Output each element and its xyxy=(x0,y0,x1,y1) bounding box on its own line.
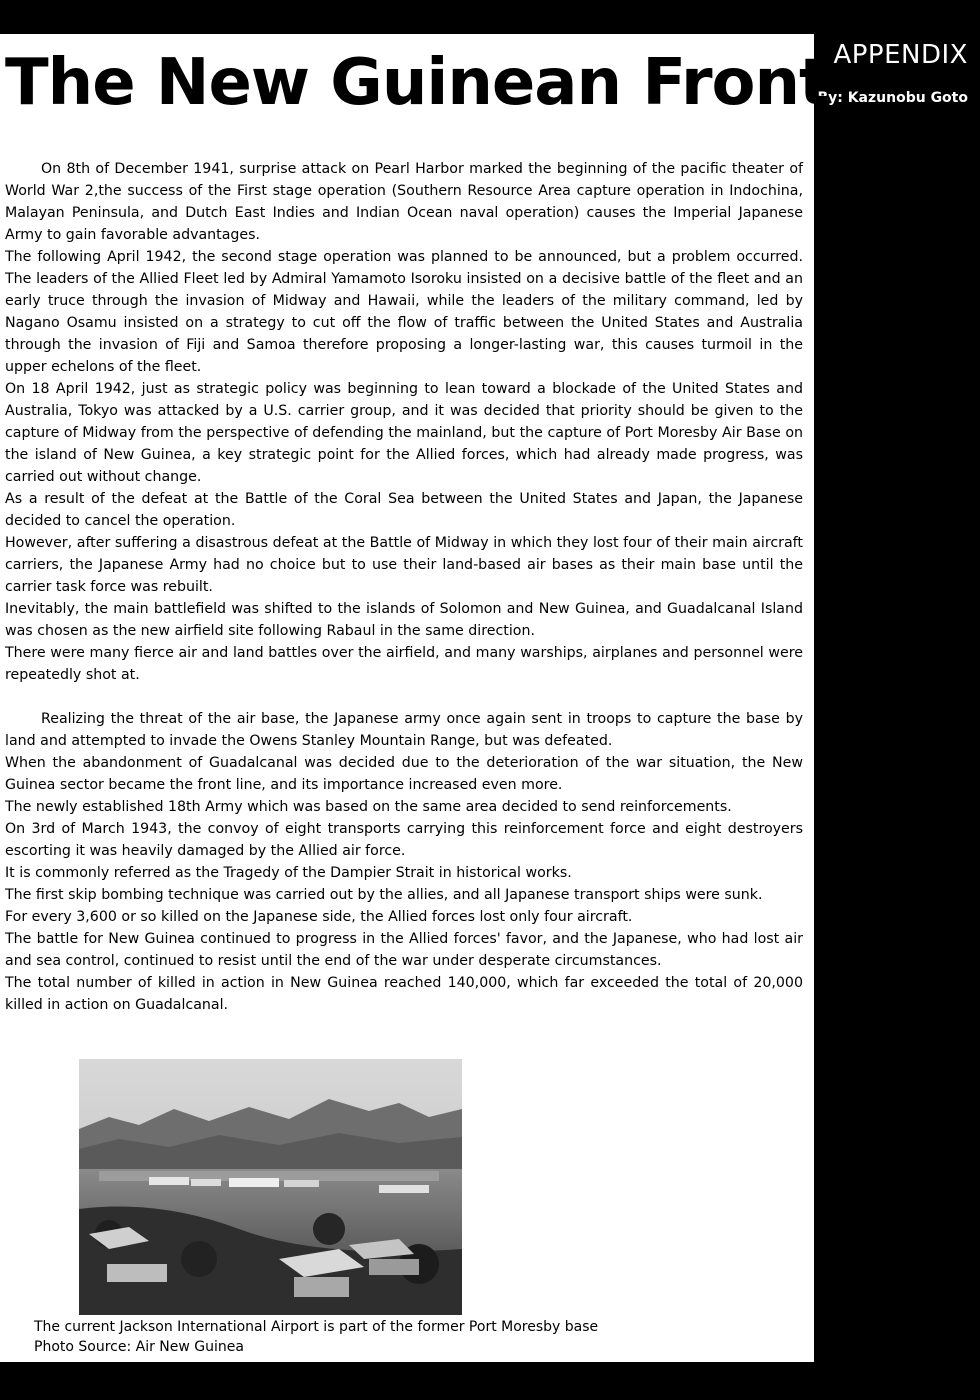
author-byline: By: Kazunobu Goto xyxy=(817,90,968,106)
photo-caption xyxy=(34,1317,598,1357)
paragraph: However, after suffering a disastrous defeat at the Battle of Midway in which they lost four of their main aircraft carriers, the Japanese Army had no choice but to use their land-based air bases as their main base until the carrier task force was rebuilt. xyxy=(5,535,803,595)
article-body xyxy=(5,158,803,1016)
paragraph: The following April 1942, the second stage operation was planned to be announced, but a problem occurred. The leaders of the Allied Fleet led by Admiral Yamamoto Isoroku insisted on a decisive battle of the fleet and an early truce through the invasion of Midway and Hawaii, while the leaders of the military command, led by Nagano Osamu insisted on a strategy to cut off the flow of traffic between the United States and Australia through the invasion of Fiji and Samoa therefore proposing a longer-lasting war, this causes turmoil in the upper echelons of the fleet. xyxy=(5,249,803,375)
paragraph: There were many fierce air and land battles over the airfield, and many warships, airplanes and personnel were repeatedly shot at. xyxy=(5,645,803,683)
paragraph: On 18 April 1942, just as strategic policy was beginning to lean toward a blockade of the United States and Australia, Tokyo was attacked by a U.S. carrier group, and it was decided that priority should be given to the capture of Midway from the perspective of defending the mainland, but the capture of Port Moresby Air Base on the island of New Guinea, a key strategic point for the Allied forces, which had already made progress, was carried out without change. xyxy=(5,381,803,485)
photo-source: Photo Source: Air New Guinea xyxy=(34,1339,244,1355)
paragraph: The first skip bombing technique was carried out by the allies, and all Japanese transport ships were sunk. xyxy=(5,887,763,903)
paragraph-gap xyxy=(5,686,803,708)
sidebar xyxy=(814,34,980,234)
paragraph: Realizing the threat of the air base, the Japanese army once again sent in troops to capture the base by land and attempted to invade the Owens Stanley Mountain Range, but was defeated. xyxy=(5,711,803,749)
section-label: APPENDIX xyxy=(833,40,968,70)
paragraph: For every 3,600 or so killed on the Japanese side, the Allied forces lost only four aircraft. xyxy=(5,909,633,925)
article-sheet xyxy=(0,34,829,1362)
paragraph: When the abandonment of Guadalcanal was decided due to the deterioration of the war situation, the New Guinea sector became the front line, and its importance increased even more. xyxy=(5,755,803,793)
paragraph: As a result of the defeat at the Battle of the Coral Sea between the United States and Japan, the Japanese decided to cancel the operation. xyxy=(5,491,803,529)
airport-photo-image xyxy=(79,1059,462,1315)
page-title: The New Guinean Front xyxy=(5,46,829,120)
airport-photo xyxy=(79,1059,462,1315)
caption-text: The current Jackson International Airport is part of the former Port Moresby base xyxy=(34,1319,599,1335)
paragraph: It is commonly referred as the Tragedy of the Dampier Strait in historical works. xyxy=(5,865,572,881)
paragraph: On 8th of December 1941, surprise attack on Pearl Harbor marked the beginning of the pacific theater of World War 2,the success of the First stage operation (Southern Resource Area capture operation in Indochina, Malayan Peninsula, and Dutch East Indies and Indian Ocean naval operation) causes the Imperial Japanese Army to gain favorable advantages. xyxy=(5,161,803,243)
paragraph: The total number of killed in action in New Guinea reached 140,000, which far exceeded the total of 20,000 killed in action on Guadalcanal. xyxy=(5,975,803,1013)
paragraph: Inevitably, the main battlefield was shifted to the islands of Solomon and New Guinea, and Guadalcanal Island was chosen as the new airfield site following Rabaul in the same direction. xyxy=(5,601,803,639)
paragraph: The battle for New Guinea continued to progress in the Allied forces' favor, and the Japanese, who had lost air and sea control, continued to resist until the end of the war under desperate circumstances. xyxy=(5,931,803,969)
paragraph: The newly established 18th Army which was based on the same area decided to send reinforcements. xyxy=(5,799,732,815)
paragraph: On 3rd of March 1943, the convoy of eight transports carrying this reinforcement force and eight destroyers escorting it was heavily damaged by the Allied air force. xyxy=(5,821,803,859)
